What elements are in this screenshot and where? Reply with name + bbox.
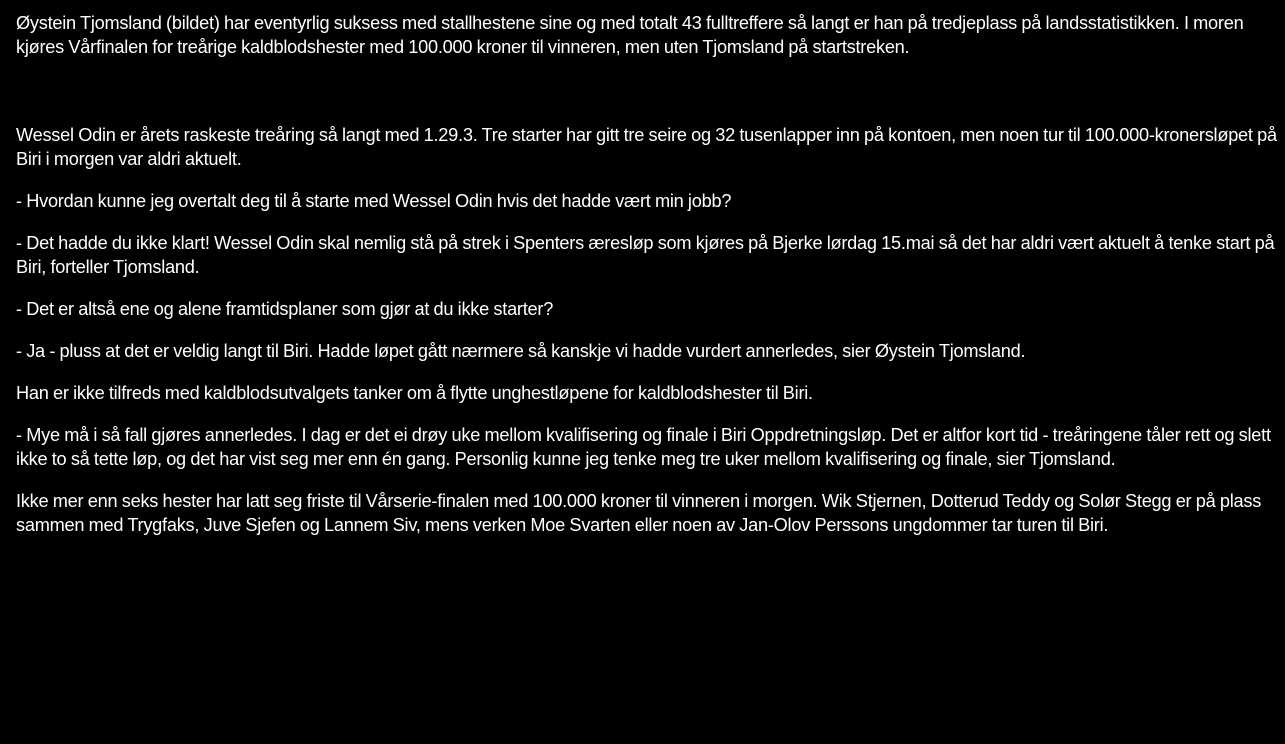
paragraph-kaldblodsutvalget: Han er ikke tilfreds med kaldblodsutvalgets tanker om å flytte unghestløpene for kaldblodshester til Biri. bbox=[16, 383, 813, 403]
paragraph-intro: Øystein Tjomsland (bildet) har eventyrlig suksess med stallhestene sine og med totalt 43 fulltreffere så langt er han på tredjeplass på landsstatistikken. I moren kjøres Vårfinalen for treårige kaldblodshester med 100.000 kroner til vinneren, men uten Tjomsland på startstreken. bbox=[16, 13, 1244, 57]
paragraph-question-1: - Hvordan kunne jeg overtalt deg til å starte med Wessel Odin hvis det hadde vært min jobb? bbox=[16, 191, 732, 211]
paragraph-wessel-odin: Wessel Odin er årets raskeste treåring så langt med 1.29.3. Tre starter har gitt tre seire og 32 tusenlapper inn på kontoen, men noen tur til 100.000-kronersløpet på Biri i morgen var aldri aktuelt. bbox=[16, 125, 1277, 169]
article-body bbox=[16, 0, 1278, 744]
paragraph-answer-2: - Ja - pluss at det er veldig langt til Biri. Hadde løpet gått nærmere så kanskje vi hadde vurdert annerledes, sier Øystein Tjomsland. bbox=[16, 341, 1026, 361]
paragraph-varserie-finalen: Ikke mer enn seks hester har latt seg friste til Vårserie-finalen med 100.000 kroner til vinneren i morgen. Wik Stjernen, Dotterud Teddy og Solør Stegg er på plass sammen med Trygfaks, Juve Sjefen og Lannem Siv, mens verken Moe Svarten eller noen av Jan-Olov Perssons ungdommer tar turen til Biri. bbox=[16, 491, 1262, 535]
paragraph-answer-3: - Mye må i så fall gjøres annerledes. I dag er det ei drøy uke mellom kvalifisering og finale i Biri Oppdretningsløp. Det er altfor kort tid - treåringene tåler rett og slett ikke to så tette løp, og det har vist seg mer enn én gang. Personlig kunne jeg tenke meg tre uker mellom kvalifisering og finale, sier Tjomsland. bbox=[16, 425, 1271, 469]
paragraph-answer-1: - Det hadde du ikke klart! Wessel Odin skal nemlig stå på strek i Spenters æresløp som kjøres på Bjerke lørdag 15.mai så det har aldri vært aktuelt å tenke start på Biri, forteller Tjomsland. bbox=[16, 233, 1275, 277]
paragraph-question-2: - Det er altså ene og alene framtidsplaner som gjør at du ikke starter? bbox=[16, 299, 554, 319]
